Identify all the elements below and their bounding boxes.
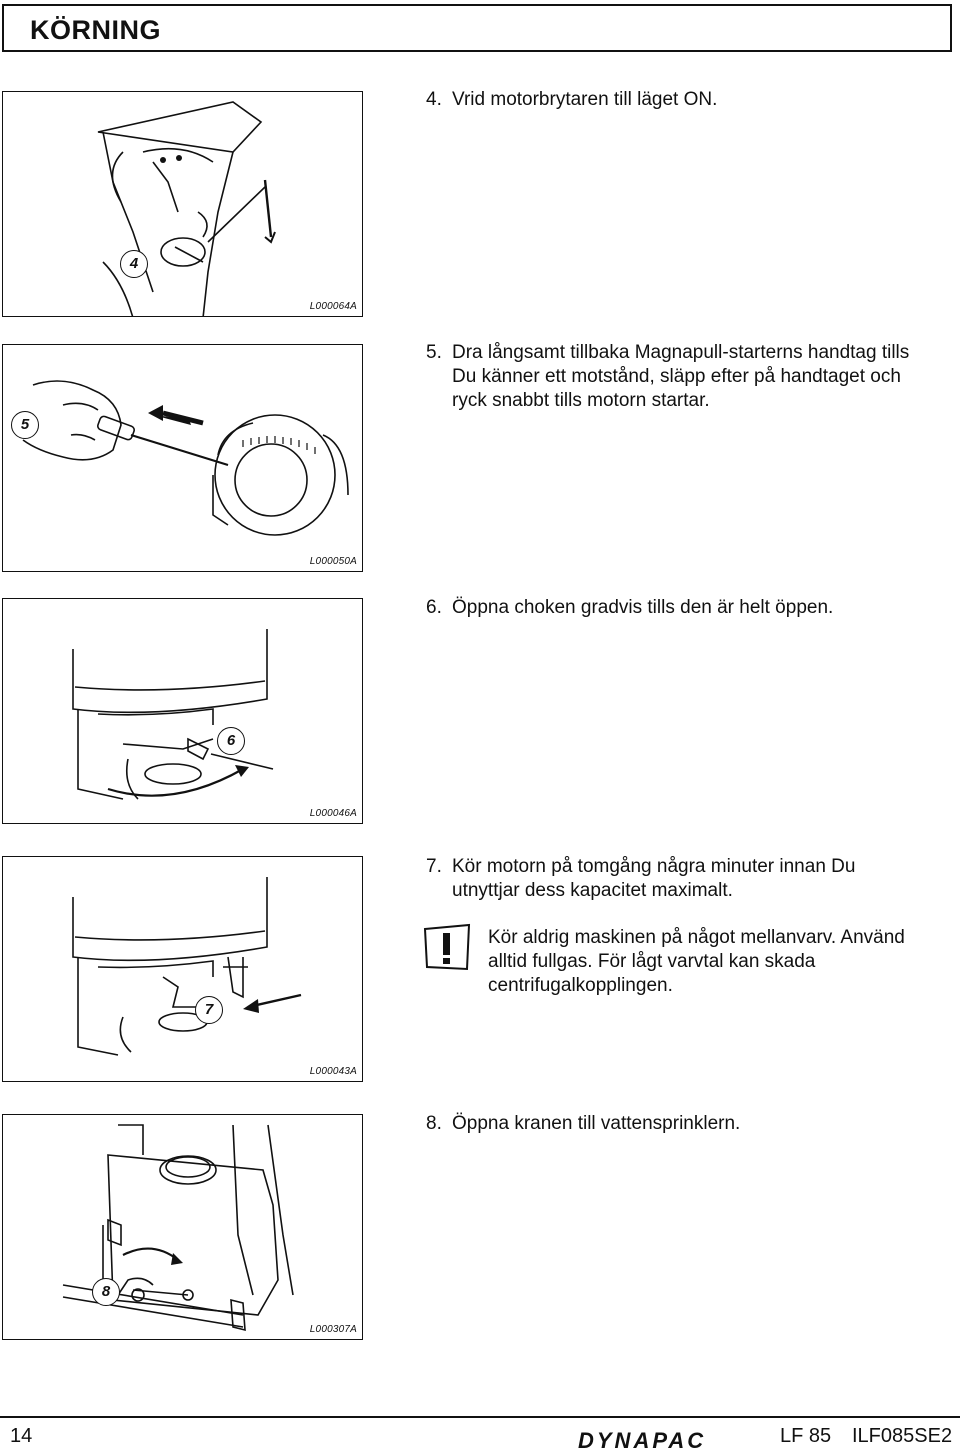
pull-starter-illustration (3, 345, 363, 572)
step-number: 4. (426, 89, 442, 110)
dynapac-logo: DYNAPAC (578, 1428, 707, 1453)
step-number: 5. (426, 342, 442, 363)
figure-code: L000043A (309, 1066, 357, 1077)
water-tank-illustration (3, 1115, 363, 1340)
figure-code: L000046A (309, 808, 357, 819)
page-title: KÖRNING (30, 15, 161, 45)
step-4 (426, 88, 926, 112)
step-text: Kör motorn på tomgång några minuter innan Du utnyttjar dess kapacitet maximalt. (452, 856, 856, 901)
figure-step-7 (2, 856, 363, 1082)
step-text: Dra långsamt tillbaka Magnapull-starterns handtag tills Du känner ett motstånd, släpp efter på handtaget och ryck snabbt tills motorn startar. (452, 342, 910, 411)
figure-code: L000307A (309, 1324, 357, 1335)
engine-switch-illustration (3, 92, 363, 317)
step-number: 8. (426, 1113, 442, 1134)
callout-8: 8 (92, 1278, 120, 1306)
callout-6: 6 (217, 727, 245, 755)
step-text: Vrid motorbrytaren till läget ON. (452, 89, 718, 110)
document-code: ILF085SE2 (852, 1425, 953, 1447)
model-name: LF 85 (780, 1425, 832, 1447)
figure-step-5 (2, 344, 363, 572)
idle-illustration (3, 857, 363, 1082)
callout-4: 4 (120, 250, 148, 278)
step-text: Öppna kranen till vattensprinklern. (452, 1113, 741, 1134)
header-box (2, 4, 952, 52)
figure-code: L000050A (309, 556, 357, 567)
step-7 (426, 855, 926, 903)
figure-step-8 (2, 1114, 363, 1340)
step-number: 7. (426, 856, 442, 877)
page-number: 14 (10, 1425, 33, 1447)
footer-divider (0, 1416, 960, 1418)
warning-text: Kör aldrig maskinen på något mellanvarv. Använd alltid fullgas. För lågt varvtal kan skada centrifugalkopplingen. (488, 927, 905, 996)
figure-step-6 (2, 598, 363, 824)
step-5 (426, 341, 926, 413)
step-text: Öppna choken gradvis tills den är helt öppen. (452, 597, 834, 618)
figure-code: L000064A (309, 301, 357, 312)
callout-5: 5 (11, 411, 39, 439)
figure-step-4 (2, 91, 363, 317)
step-8 (426, 1112, 926, 1136)
exclamation-warning-icon (423, 923, 471, 971)
callout-7: 7 (195, 996, 223, 1024)
choke-illustration (3, 599, 363, 824)
step-number: 6. (426, 597, 442, 618)
step-6 (426, 596, 926, 620)
